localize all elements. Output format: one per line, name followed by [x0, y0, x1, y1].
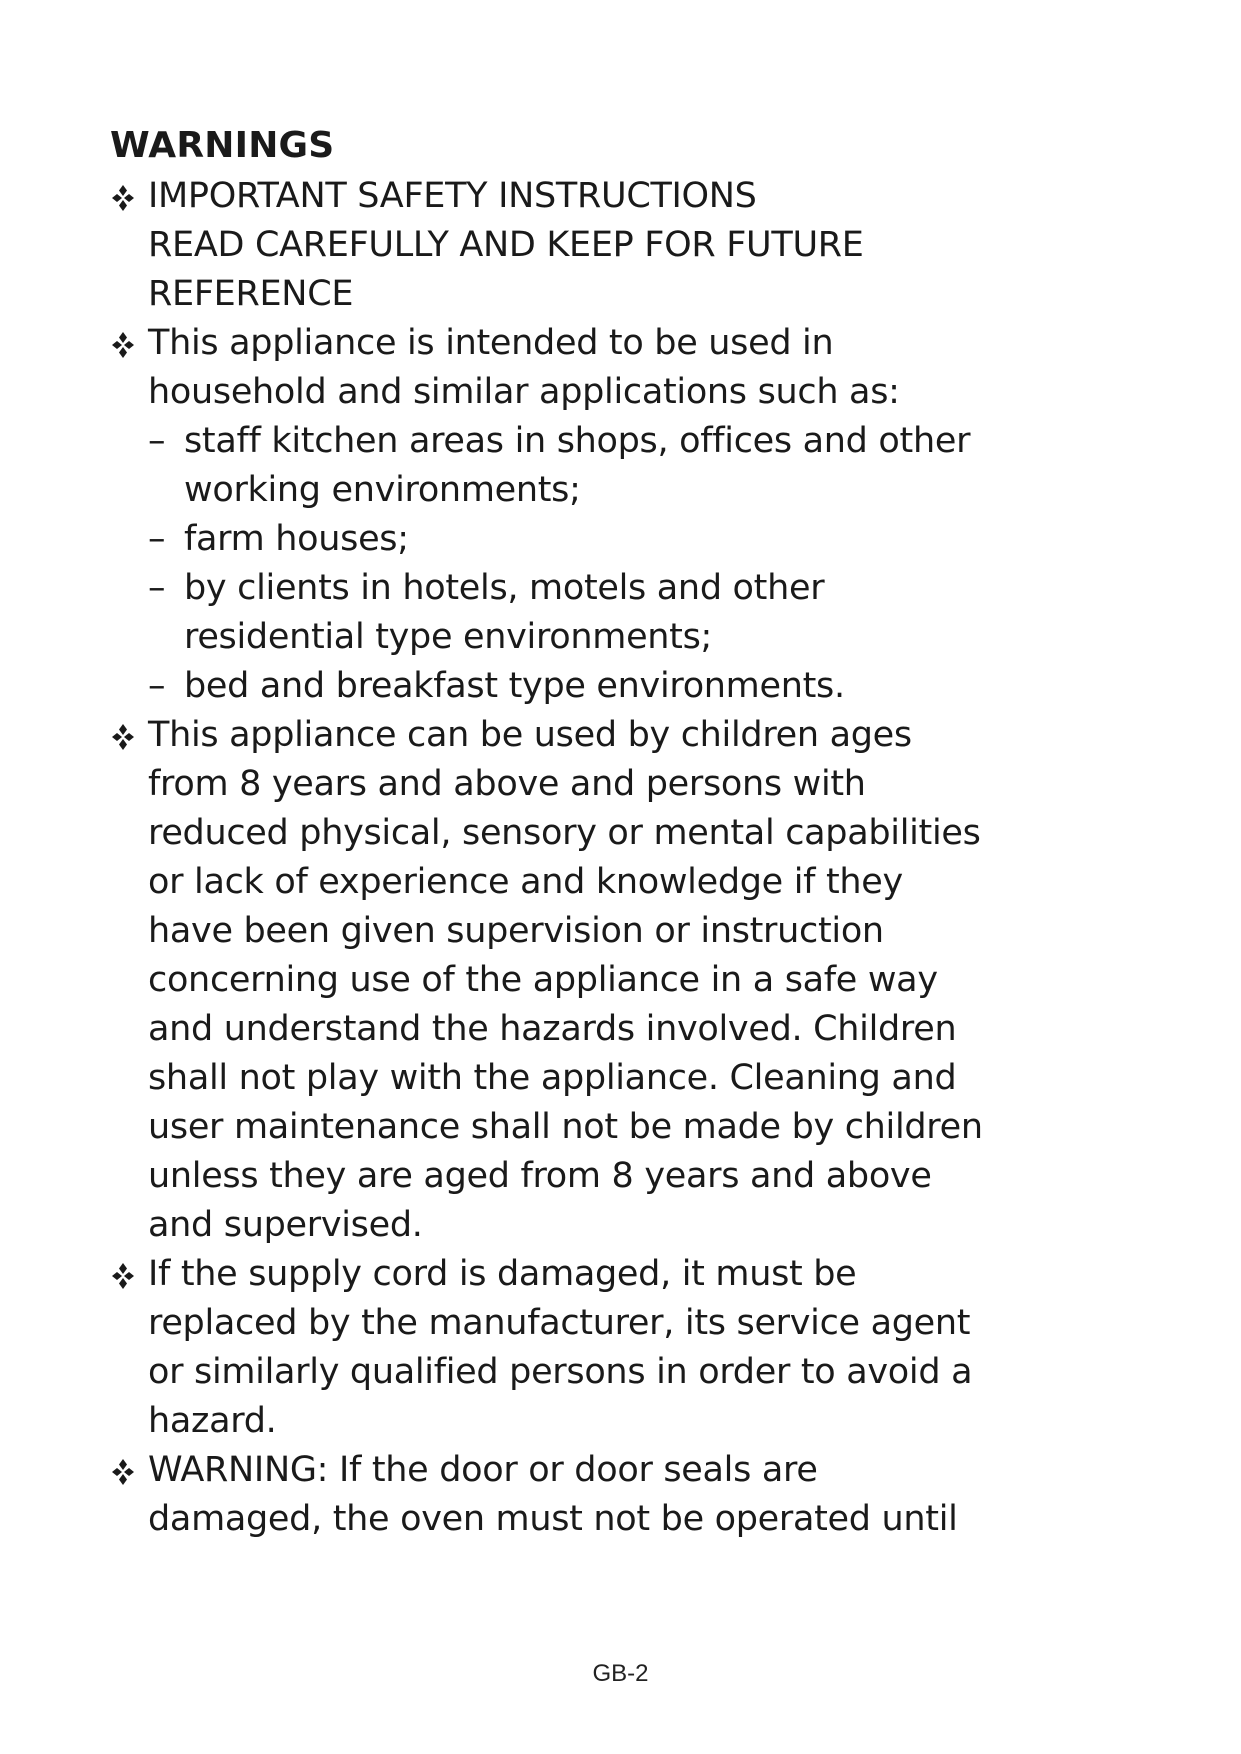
text-line: IMPORTANT SAFETY INSTRUCTIONS: [148, 176, 757, 216]
text-line: This appliance is intended to be used in: [148, 323, 834, 363]
page-number: GB-2: [592, 1660, 649, 1687]
warning-item-text: [148, 1446, 1114, 1544]
warning-item-text: [148, 172, 1114, 319]
text-line: residential type environments;: [184, 617, 713, 657]
text-line: from 8 years and above and persons with: [148, 764, 866, 804]
text-line: and understand the hazards involved. Children: [148, 1009, 957, 1049]
warnings-section: [104, 120, 1114, 1544]
text-line: by clients in hotels, motels and other: [184, 568, 825, 608]
four-diamond-bullet-icon: [104, 184, 142, 212]
warning-item: [104, 711, 1114, 1250]
text-line: If the supply cord is damaged, it must be: [148, 1254, 857, 1294]
text-line: have been given supervision or instruction: [148, 911, 884, 951]
warning-item-text: [148, 1250, 1114, 1446]
text-line: hazard.: [148, 1401, 277, 1441]
text-line: REFERENCE: [148, 274, 354, 314]
four-diamond-bullet-icon: [104, 331, 142, 359]
text-line: replaced by the manufacturer, its service agent: [148, 1303, 971, 1343]
warning-item: [104, 1446, 1114, 1544]
text-line: unless they are aged from 8 years and above: [148, 1156, 932, 1196]
warning-item: [104, 172, 1114, 319]
four-diamond-bullet-icon: [104, 1458, 142, 1486]
warning-item-text: [148, 711, 1114, 1250]
dash-marker: –: [148, 519, 166, 559]
four-diamond-bullet-icon: [104, 723, 142, 751]
applications-list: [148, 417, 1114, 711]
list-item: [148, 564, 1114, 662]
text-line: concerning use of the appliance in a safe way: [148, 960, 938, 1000]
text-line: This appliance can be used by children ages: [148, 715, 912, 755]
list-item: [148, 515, 1114, 564]
text-line: WARNING: If the door or door seals are: [148, 1450, 818, 1490]
text-line: staff kitchen areas in shops, offices and other: [184, 421, 971, 461]
text-line: or similarly qualified persons in order to avoid a: [148, 1352, 973, 1392]
warning-item: [104, 319, 1114, 711]
text-line: reduced physical, sensory or mental capabilities: [148, 813, 981, 853]
text-line: user maintenance shall not be made by children: [148, 1107, 983, 1147]
text-line: READ CAREFULLY AND KEEP FOR FUTURE: [148, 225, 864, 265]
text-line: shall not play with the appliance. Cleaning and: [148, 1058, 957, 1098]
text-line: and supervised.: [148, 1205, 423, 1245]
section-heading: WARNINGS: [110, 125, 335, 166]
warning-item-text: [148, 319, 1114, 417]
dash-marker: –: [148, 666, 166, 706]
text-line: damaged, the oven must not be operated until: [148, 1499, 958, 1539]
text-line: or lack of experience and knowledge if they: [148, 862, 903, 902]
list-item: [148, 417, 1114, 515]
four-diamond-bullet-icon: [104, 1262, 142, 1290]
text-line: bed and breakfast type environments.: [184, 666, 845, 706]
warning-item: [104, 1250, 1114, 1446]
dash-marker: –: [148, 568, 166, 608]
text-line: working environments;: [184, 470, 581, 510]
list-item: [148, 662, 1114, 711]
dash-marker: –: [148, 421, 166, 461]
text-line: farm houses;: [184, 519, 409, 559]
text-line: household and similar applications such as:: [148, 372, 900, 412]
